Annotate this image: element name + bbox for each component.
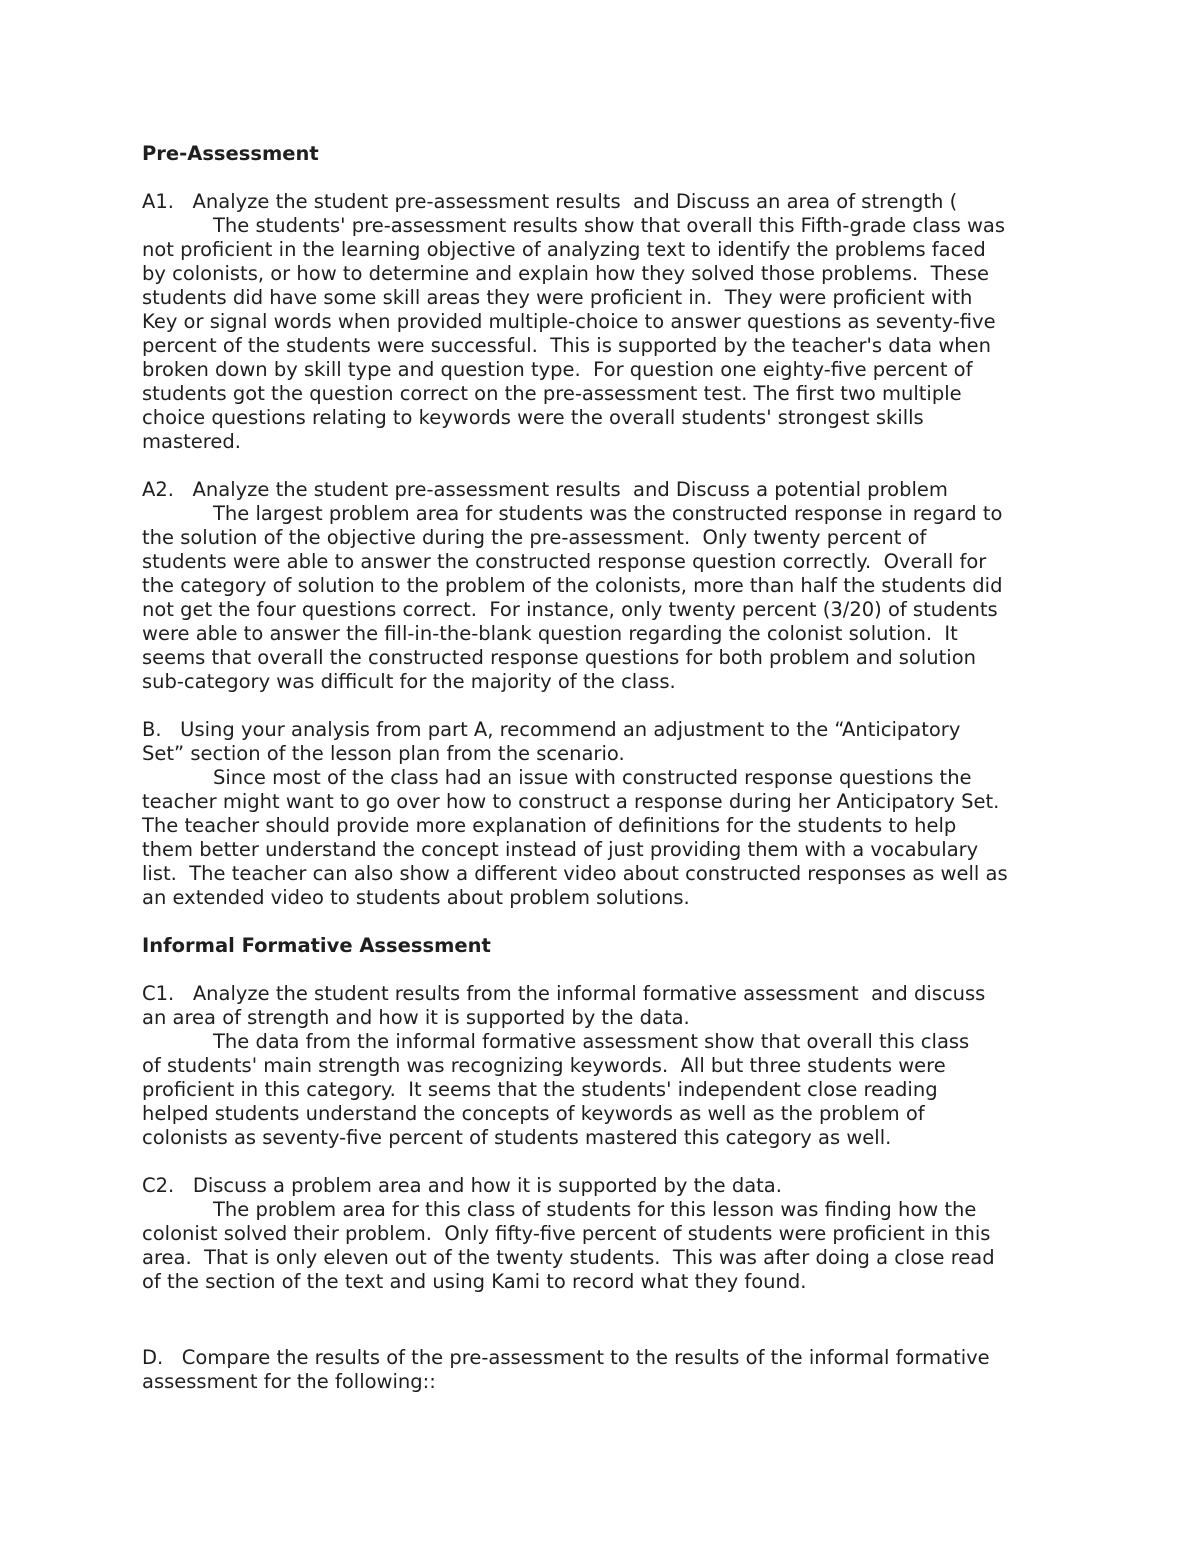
answer-c1-line: The data from the informal formative assessment show that overall this class — [213, 1030, 970, 1053]
answer-a2-line: sub-category was difficult for the majority of the class. — [142, 670, 676, 693]
section-heading-pre-assessment: Pre-Assessment — [142, 142, 319, 165]
answer-a1-line: by colonists, or how to determine and explain how they solved those problems. These — [142, 262, 990, 285]
answer-a1-line: broken down by skill type and question type. For question one eighty-five percent of — [142, 358, 973, 381]
answer-a1-line: The students' pre-assessment results show that overall this Fifth-grade class was — [213, 214, 1006, 237]
answer-a1-line: Key or signal words when provided multiple-choice to answer questions as seventy-five — [142, 310, 996, 333]
answer-a2-line: the category of solution to the problem of the colonists, more than half the students did — [142, 574, 1003, 597]
question-b-prompt: B. Using your analysis from part A, recommend an adjustment to the “Anticipatory — [142, 718, 961, 741]
question-a1-prompt: A1. Analyze the student pre-assessment results and Discuss an area of strength ( — [142, 190, 958, 213]
answer-c2-line: The problem area for this class of students for this lesson was finding how the — [213, 1198, 977, 1221]
answer-a2-line: the solution of the objective during the pre-assessment. Only twenty percent of — [142, 526, 927, 549]
answer-a2-line: seems that overall the constructed response questions for both problem and solution — [142, 646, 976, 669]
question-d-prompt: D. Compare the results of the pre-assessment to the results of the informal formative — [142, 1346, 990, 1369]
question-d-prompt: assessment for the following:: — [142, 1370, 436, 1393]
answer-b-line: teacher might want to go over how to construct a response during her Anticipatory Set. — [142, 790, 1000, 813]
answer-c1-line: proficient in this category. It seems that the students' independent close reading — [142, 1078, 938, 1101]
answer-c1-line: helped students understand the concepts of keywords as well as the problem of — [142, 1102, 925, 1125]
answer-b-line: The teacher should provide more explanation of definitions for the students to help — [142, 814, 957, 837]
question-a2-prompt: A2. Analyze the student pre-assessment results and Discuss a potential problem — [142, 478, 948, 501]
answer-a1-line: percent of the students were successful. This is supported by the teacher's data when — [142, 334, 991, 357]
answer-b-line: list. The teacher can also show a different video about constructed responses as well as — [142, 862, 1008, 885]
question-b-prompt: Set” section of the lesson plan from the scenario. — [142, 742, 625, 765]
answer-c2-line: area. That is only eleven out of the twenty students. This was after doing a close read — [142, 1246, 995, 1269]
answer-b-line: Since most of the class had an issue with constructed response questions the — [213, 766, 972, 789]
answer-a1-line: mastered. — [142, 430, 241, 453]
answer-a2-line: students were able to answer the constructed response question correctly. Overall for — [142, 550, 987, 573]
answer-a1-line: students did have some skill areas they were proficient in. They were proficient with — [142, 286, 973, 309]
answer-a2-line: not get the four questions correct. For instance, only twenty percent (3/20) of students — [142, 598, 998, 621]
answer-b-line: an extended video to students about problem solutions. — [142, 886, 690, 909]
section-heading-informal-formative-assessment: Informal Formative Assessment — [142, 934, 491, 957]
question-c2-prompt: C2. Discuss a problem area and how it is supported by the data. — [142, 1174, 782, 1197]
answer-c1-line: colonists as seventy-five percent of students mastered this category as well. — [142, 1126, 892, 1149]
question-c1-prompt: an area of strength and how it is supported by the data. — [142, 1006, 690, 1029]
answer-a1-line: not proficient in the learning objective of analyzing text to identify the problems faced — [142, 238, 986, 261]
answer-a2-line: were able to answer the fill-in-the-blank question regarding the colonist solution. It — [142, 622, 958, 645]
answer-c2-line: of the section of the text and using Kami to record what they found. — [142, 1270, 807, 1293]
answer-a2-line: The largest problem area for students was the constructed response in regard to — [213, 502, 1003, 525]
answer-c2-line: colonist solved their problem. Only fifty-five percent of students were proficient in this — [142, 1222, 991, 1245]
question-c1-prompt: C1. Analyze the student results from the informal formative assessment and discuss — [142, 982, 986, 1005]
answer-b-line: them better understand the concept instead of just providing them with a vocabulary — [142, 838, 979, 861]
answer-a1-line: choice questions relating to keywords were the overall students' strongest skills — [142, 406, 924, 429]
answer-a1-line: students got the question correct on the pre-assessment test. The first two multiple — [142, 382, 962, 405]
answer-c1-line: of students' main strength was recognizing keywords. All but three students were — [142, 1054, 946, 1077]
